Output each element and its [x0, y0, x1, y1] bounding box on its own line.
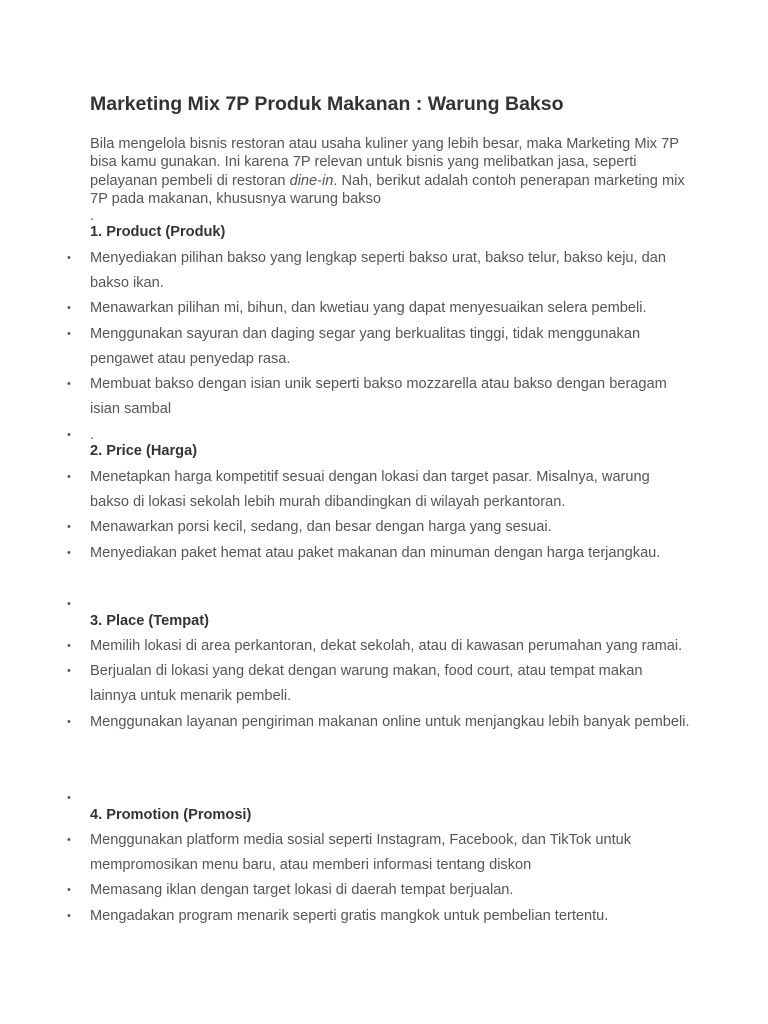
intro-text-italic: dine-in [289, 172, 334, 189]
list-item [67, 828, 690, 878]
bullet-icon: • [67, 521, 71, 534]
list-item [67, 246, 690, 296]
list-item [67, 322, 690, 372]
list-item-text: Menetapkan harga kompetitif sesuai dengan lokasi dan target pasar. Misalnya, warung bakso di lokasi sekolah lebih murah dibandingkan di wilayah perkantoran. [90, 469, 650, 511]
list-item [67, 710, 690, 735]
intro-text-after: . Nah, berikut adalah contoh penerapan marketing mix 7P pada makanan, khususnya warung bakso [90, 172, 685, 208]
list-item [67, 904, 690, 929]
list-item-text: Mengadakan program menarik seperti gratis mangkok untuk pembelian tertentu. [90, 907, 609, 924]
list-item-text: Menggunakan platform media sosial seperti Instagram, Facebook, dan TikTok untuk mempromosikan menu baru, atau memberi informasi tentang diskon [90, 832, 632, 874]
section-list-promotion [67, 828, 690, 929]
bullet-icon: • [67, 302, 71, 315]
list-item-text: Menawarkan pilihan mi, bihun, dan kwetiau yang dapat menyesuaikan selera pembeli. [90, 300, 647, 317]
list-item [67, 296, 690, 321]
list-item-text: Memilih lokasi di area perkantoran, dekat sekolah, atau di kawasan perumahan yang ramai. [90, 638, 683, 654]
bullet-icon: • [67, 834, 71, 846]
empty-bullet-icon: • [67, 792, 71, 804]
empty-bullet-icon: • [67, 429, 71, 441]
list-item [67, 541, 690, 566]
bullet-icon: • [67, 327, 71, 340]
list-item-text: Berjualan di lokasi yang dekat dengan warung makan, food court, atau tempat makan lainnya untuk menarik pembeli. [90, 663, 643, 705]
section-list-product [67, 246, 690, 422]
section-heading-product: 1. Product (Produk) [90, 224, 226, 240]
intro-text-before: Bila mengelola bisnis restoran atau usaha kuliner yang lebih besar, maka Marketing Mix 7P bisa kamu gunakan. Ini karena 7P relevan untuk bisnis yang melibatkan jasa, seperti pelayanan pembeli di restoran [90, 136, 679, 189]
section-heading-place: 3. Place (Tempat) [90, 613, 209, 629]
separator-dot: . [90, 208, 95, 224]
intro-paragraph [90, 135, 690, 209]
bullet-icon: • [67, 378, 71, 391]
list-item-text: Memasang iklan dengan target lokasi di daerah tempat berjualan. [90, 882, 514, 899]
bullet-icon: • [67, 252, 71, 264]
bullet-icon: • [67, 909, 71, 922]
list-item [67, 515, 690, 540]
bullet-icon: • [67, 640, 71, 652]
section-list-place [67, 634, 690, 735]
list-item-text: Menggunakan sayuran dan daging segar yang berkualitas tinggi, tidak menggunakan pengawet atau penyedap rasa. [90, 325, 641, 367]
list-item [67, 878, 690, 903]
page-title: Marketing Mix 7P Produk Makanan : Warung Bakso [90, 93, 564, 115]
section-heading-price: 2. Price (Harga) [90, 443, 198, 459]
list-item [67, 465, 690, 515]
list-item [67, 659, 690, 709]
list-item-text: Menawarkan porsi kecil, sedang, dan besar dengan harga yang sesuai. [90, 519, 552, 536]
section-heading-promotion: 4. Promotion (Promosi) [90, 807, 252, 823]
empty-bullet-icon: • [67, 598, 71, 610]
bullet-icon: • [67, 546, 71, 559]
list-item-text: Menyediakan pilihan bakso yang lengkap seperti bakso urat, bakso telur, bakso keju, dan bakso ikan. [90, 250, 667, 292]
section-list-price [67, 465, 690, 566]
bullet-icon: • [67, 665, 71, 678]
list-item-text: Membuat bakso dengan isian unik seperti bakso mozzarella atau bakso dengan beragam isian sambal [90, 376, 667, 418]
bullet-icon: • [67, 471, 71, 483]
bullet-icon: • [67, 884, 71, 897]
separator-dot: . [90, 427, 95, 443]
list-item-text: Menyediakan paket hemat atau paket makanan dan minuman dengan harga terjangkau. [90, 544, 661, 561]
list-item [67, 372, 690, 422]
bullet-icon: • [67, 715, 71, 728]
list-item-text: Menggunakan layanan pengiriman makanan online untuk menjangkau lebih banyak pembeli. [90, 713, 690, 730]
list-item [67, 634, 690, 659]
